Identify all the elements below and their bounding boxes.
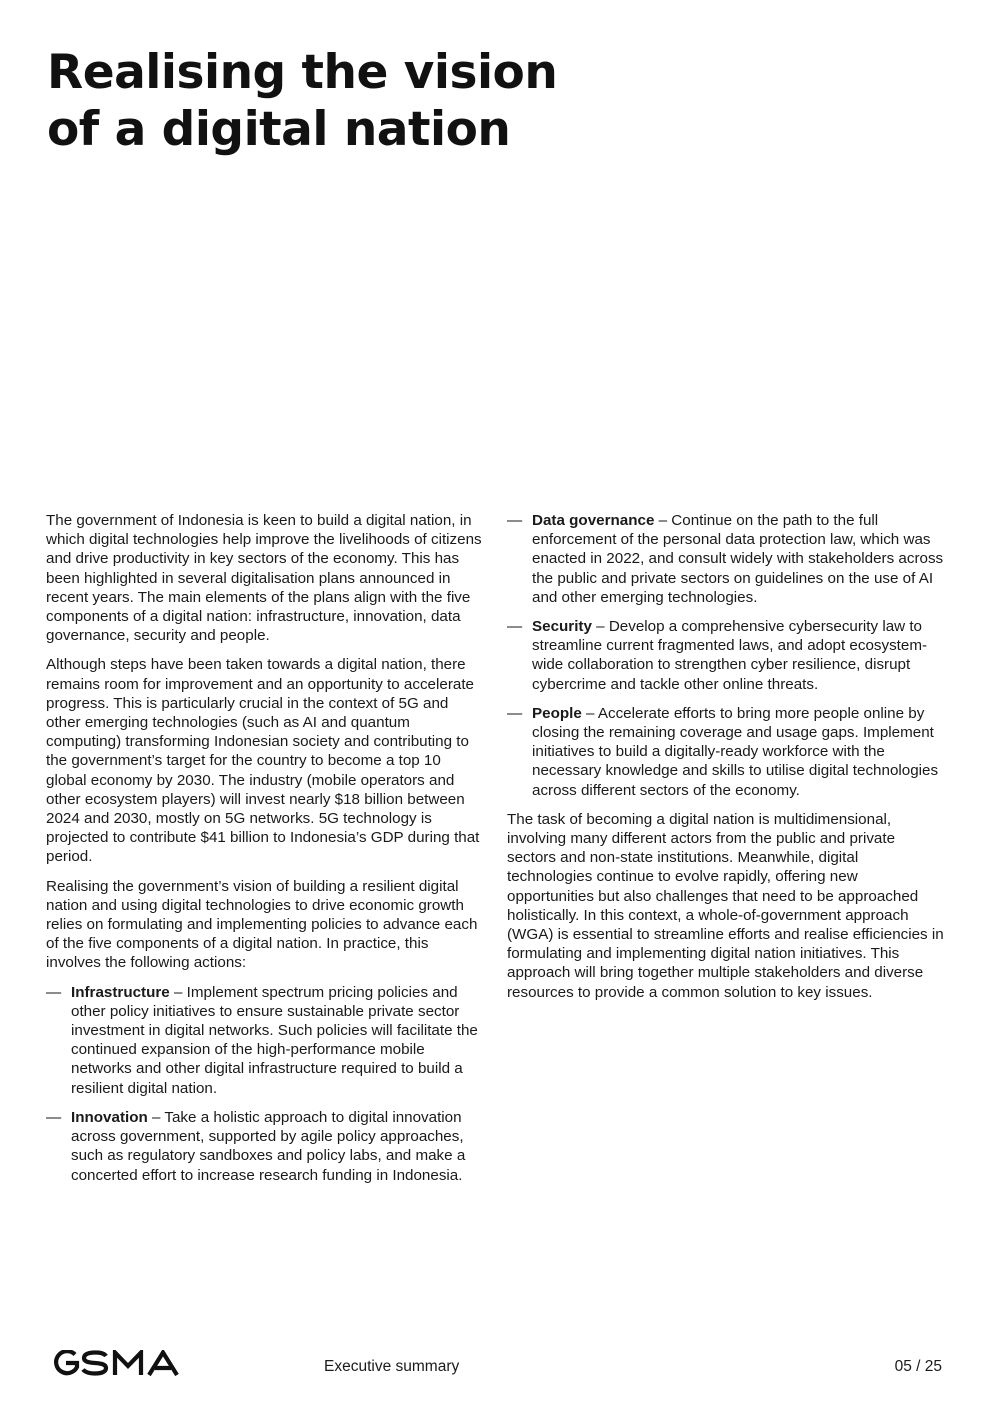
bullet-text: – Continue on the path to the full enforcement of the personal data protection law, which was enacted in 2022, and consult widely with stakeholders across the public and private sectors on guidelines on the use of AI and other emerging technologies. xyxy=(532,512,944,606)
bullet-item-security xyxy=(507,617,947,694)
bullet-dash: — xyxy=(507,704,523,722)
gsma-logo xyxy=(47,1350,199,1376)
bullet-term: Security xyxy=(532,618,592,636)
body-paragraph: The task of becoming a digital nation is multidimensional, involving many different actors from the public and private sectors and non-state institutions. Meanwhile, digital technologies continue to evolve rapidly, offering new opportunities but also challenges that need to be approached holistically. In this context, a whole-of-government approach (WGA) is essential to streamline efforts and realise efficiencies in formulating and implementing digital nation initiatives. This approach will bring together multiple stakeholders and diverse resources to provide a common solution to key issues. xyxy=(507,810,944,1001)
bullet-term: Innovation xyxy=(71,1108,148,1126)
footer-section-label: Executive summary xyxy=(324,1358,460,1375)
page-title-line-2: of a digital nation xyxy=(47,102,511,157)
bullet-term: People xyxy=(532,704,582,722)
bullet-item-infrastructure xyxy=(46,983,482,1098)
bullet-text: – Implement spectrum pricing policies and other policy initiatives to ensure sustainable private sector investment in digital networks. Such policies will facilitate the continued expansion of the high-performance mobile networks and other digital infrastructure required to build a resilient digital nation. xyxy=(71,983,478,1097)
bullet-item-data-governance xyxy=(507,511,947,607)
bullet-item-people xyxy=(507,704,947,800)
footer-page-number: 05 / 25 xyxy=(894,1358,942,1375)
body-paragraph: The government of Indonesia is keen to build a digital nation, in which digital technologies help improve the livelihoods of citizens and drive productivity in key sectors of the economy. This has been highlighted in several digitalisation plans announced in recent years. The main elements of the plans align with the five components of a digital nation: infrastructure, innovation, data governance, security and people. xyxy=(46,512,482,645)
bullet-dash: — xyxy=(507,512,523,529)
page-title-line-1: Realising the vision xyxy=(47,45,558,100)
left-column xyxy=(46,511,482,1195)
body-paragraph: Although steps have been taken towards a digital nation, there remains room for improvement and an opportunity to accelerate progress. This is particularly crucial in the context of 5G and other emerging technologies (such as AI and quantum computing) transforming Indonesian society and contributing to the government’s target for the country to become a top 10 global economy by 2030. The industry (mobile operators and other ecosystem players) will invest nearly $18 billion between 2024 and 2030, mostly on 5G networks. 5G technology is projected to contribute $41 billion to Indonesia’s GDP during that period. xyxy=(46,656,480,866)
bullet-dash: — xyxy=(507,618,523,636)
bullet-dash: — xyxy=(46,983,62,1001)
body-paragraph: Realising the government’s vision of building a resilient digital nation and using digital technologies to drive economic growth relies on formulating and implementing policies to advance each of the five components of a digital nation. In practice, this involves the following actions: xyxy=(46,877,478,972)
bullet-text: – Take a holistic approach to digital innovation across government, supported by agile policy approaches, such as regulatory sandboxes and policy labs, and make a concerted effort to increase research funding in Indonesia. xyxy=(71,1108,466,1184)
right-column xyxy=(507,511,947,1012)
bullet-text: – Accelerate efforts to bring more people online by closing the remaining coverage and usage gaps. Implement initiatives to build a digitally-ready workforce with the necessary knowledge and skills to utilise digital technologies across different sectors of the economy. xyxy=(532,704,939,799)
bullet-dash: — xyxy=(46,1108,62,1126)
bullet-term: Data governance xyxy=(532,512,655,529)
bullet-item-innovation xyxy=(46,1108,482,1185)
page-title xyxy=(47,44,667,158)
bullet-text: – Develop a comprehensive cybersecurity law to streamline current fragmented laws, and adopt ecosystem-wide collaboration to strengthen cyber resilience, disrupt cybercrime and tackle other online threats. xyxy=(532,618,928,693)
bullet-term: Infrastructure xyxy=(71,983,170,1001)
